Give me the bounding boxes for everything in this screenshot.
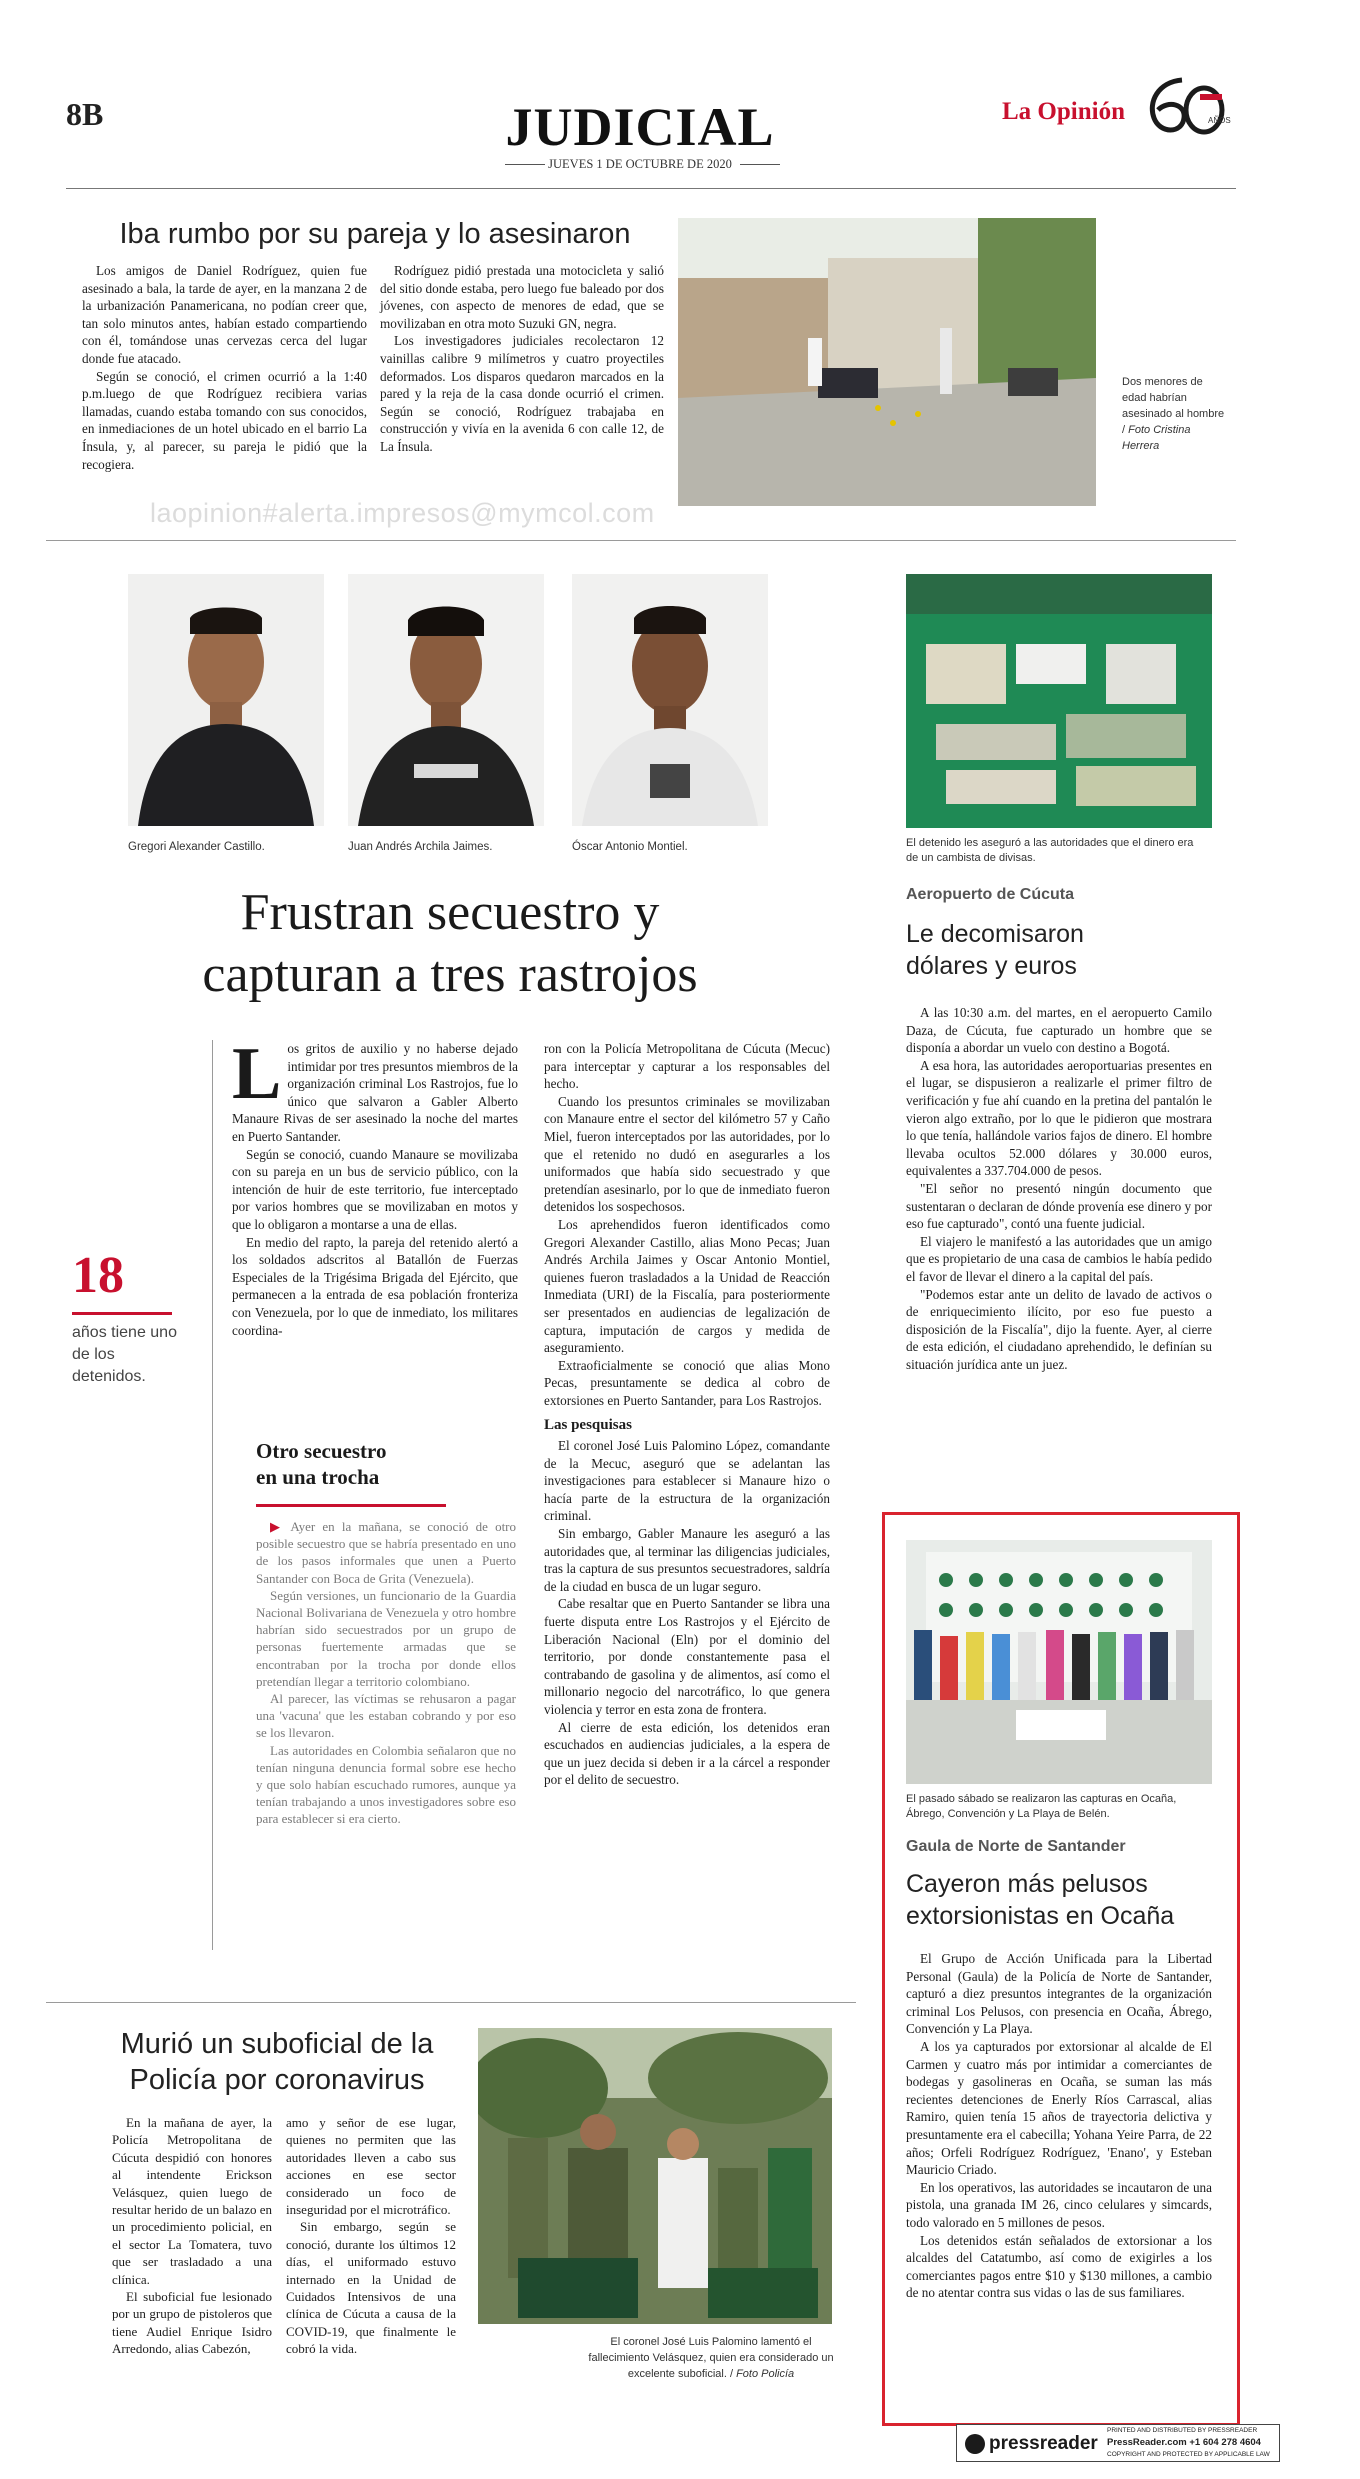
brand-logo: La Opinión (1002, 98, 1125, 125)
anniversary-sixty-icon (1138, 70, 1230, 140)
paragraph: El Grupo de Acción Unificada para la Libertad Personal (Gaula) de la Policía de Norte de Santander, capturó a diez presuntos integrantes de la organización criminal Los Pelusos, con presencia en Ocaña, Ábrego, Convención y La Playa. (906, 1951, 1212, 2037)
mugshot-caption: Gregori Alexander Castillo. (128, 841, 265, 853)
paragraph: Rodríguez pidió prestada una motocicleta y salió del sitio donde estaba, pero luego fue baleado por dos jóvenes, con aspecto de menores de edad, que se movilizaban en otra moto Suzuki GN, negra. (380, 263, 664, 331)
crime-scene-illustration (678, 218, 1096, 506)
drop-cap: L (232, 1033, 282, 1115)
page-number: 8B (66, 96, 104, 132)
mugshot-caption: Óscar Antonio Montiel. (572, 841, 688, 853)
story1-column-2 (380, 262, 664, 456)
story5-title (82, 2026, 472, 2098)
story3-body (906, 1004, 1212, 1373)
pressreader-brand: pressreader (989, 2433, 1098, 2454)
story3-caption: El detenido les aseguró a las autoridades que el dinero era de un cambista de divisas. (906, 837, 1194, 864)
pressreader-footer (956, 2424, 1280, 2462)
sidebar-title-line: en una trocha (256, 1465, 380, 1489)
anniversary-logo (1138, 70, 1230, 140)
paragraph: Sin embargo, según se conoció, durante los últimos 12 días, el uniformado estuvo internado en la Unidad de Cuidados Intensivos de una clínica de Cúcuta a causa de la COVID-19, que finalmente le cobró la vida. (286, 2219, 456, 2357)
story1-title: Iba rumbo por su pareja y lo asesinaron (119, 218, 631, 250)
police-ceremony-photo (478, 2028, 832, 2324)
story2-title-line: Frustran secuestro y (240, 884, 660, 941)
paragraph: Los aprehendidos fueron identificados como Gregori Alexander Castillo, alias Mono Pecas; Juan Andrés Archila Jaimes y Oscar Antonio Montiel, quienes fueron trasladados a la Unidad de Reacción Inmediata (URI) de la Fiscalía, para posteriormente ser presentados en audiencias de legalización de captura, imputación de cargos y medida de aseguramiento. (544, 1216, 830, 1356)
story5-caption: El coronel José Luis Palomino lamentó el fallecimiento Velásquez, quien era considerado un excelente suboficial. / Foto Policía (588, 2336, 834, 2380)
mugshot-photo (128, 574, 324, 826)
paragraph: amo y señor de ese lugar, quienes no permiten que las autoridades lleven a cabo sus acciones en ese sector considerado un foco de inseguridad por el microtráfico. (286, 2115, 456, 2218)
story5-title-line: Murió un suboficial de la (120, 2028, 434, 2060)
story5-column-2 (286, 2114, 456, 2358)
money-photo (906, 574, 1212, 828)
paragraph: Al parecer, las víctimas se rehusaron a pagar una 'vacuna' que les estaban cobrando y por eso se los llevaron. (256, 1691, 516, 1741)
story3-kicker: Aeropuerto de Cúcuta (906, 886, 1075, 903)
paragraph: A esa hora, las autoridades aeroportuarias presentes en el lugar, se dispusieron a realizarle el primer filtro de verificación y fue ahí cuando en la pretina del pantalón le vieron algo extraño, por lo que le pidieron que mostrara lo que tenía, hallándole varios fajos de dinero. El hombre llevaba ocultos 52.000 dólares y 30.000 euros, equivalentes a 337.704.000 de pesos. (906, 1057, 1212, 1179)
paragraph: El suboficial fue lesionado por un grupo de pistoleros que tiene Audiel Enrique Isidro Arredondo, alias Cabezón, (112, 2289, 272, 2357)
paragraph: Al cierre de esta edición, los detenidos eran escuchados en audiencias judiciales, a la espera de que un juez decida si deben ir a la cárcel a responder por el delito de secuestro. (544, 1719, 830, 1788)
paragraph: ▶ Ayer en la mañana, se conoció de otro posible secuestro que se habría presentado en uno de los pasos informales que unen a Puerto Santander con Boca de Grita (Venezuela). (256, 1519, 517, 1586)
paragraph: Según versiones, un funcionario de la Guardia Nacional Bolivariana de Venezuela y otro hombre habrían sido secuestrados por un grupo de personas fuertemente armadas que se encontraban por la trocha por donde ellos pretendían llegar a territorio colombiano. (256, 1587, 516, 1689)
story4-title-line: Cayeron más pelusos (906, 1870, 1148, 1898)
story5-title-line: Policía por coronavirus (129, 2064, 425, 2096)
section-title: JUDICIAL (505, 97, 775, 157)
story4-title-line: extorsionistas en Ocaña (906, 1902, 1175, 1930)
story5-column-1 (112, 2114, 272, 2358)
paragraph: Cuando los presuntos criminales se movilizaban con Manaure entre el sector del kilómetro 57 y Caño Miel, fueron interceptados por las autoridades, por lo que el retenido no dudó en asegurarles a los uniformados que había sido secuestrado y que pretendían asesinarlo, por lo que de inmediato fueron detenidos los sospechosos. (544, 1093, 830, 1215)
section-rule-2 (46, 2002, 856, 2003)
stat-number: 18 (72, 1247, 124, 1304)
section-rule-1 (46, 540, 1236, 541)
stat-text: años tiene uno de los detenidos. (72, 1324, 177, 1385)
header-rule-right (740, 164, 780, 165)
captured-group-photo (906, 1540, 1212, 1784)
story2-column-1 (232, 1033, 518, 1339)
mugshot-caption: Juan Andrés Archila Jaimes. (348, 841, 493, 853)
story4-kicker: Gaula de Norte de Santander (906, 1838, 1126, 1855)
stat-rule (72, 1312, 172, 1315)
paragraph: Según se conoció, el crimen ocurrió a la 1:40 p.m.luego de que Rodríguez recibiera varias llamadas, cuando estaba tomando con sus conocidos, en inmediaciones de un hotel ubicado en el barrio La Ínsula, y, al parecer, su pareja le pidió que la recogiera. (82, 368, 367, 472)
paragraph: Las autoridades en Colombia señalaron que no tenían ninguna denuncia formal sobre ese hecho y que solo habían escuchado rumores, aunque ya tenían trabajando a unos investigadores sobre eso para establecer si era cierto. (256, 1742, 516, 1827)
paragraph: En medio del rapto, la pareja del retenido alertó a los soldados adscritos al Batallón de Fuerzas Especiales de la Trigésima Brigada del Ejército, que permanecen a la entrada de esa población fronteriza con Venezuela, por lo que de inmediato, los militares coordina- (232, 1234, 518, 1338)
story1-caption: Dos menores de edad habrían asesinado al hombre / Foto Cristina Herrera (1122, 376, 1225, 452)
person-silhouette-icon (128, 574, 324, 826)
arrow-right-icon: ▶ (270, 1519, 291, 1534)
paragraph: A las 10:30 a.m. del martes, en el aeropuerto Camilo Daza, de Cúcuta, fue capturado un hombre que se disponía a abordar un vuelo con destino a Bogotá. (906, 1005, 1212, 1056)
footer-line: COPYRIGHT AND PROTECTED BY APPLICABLE LAW (1107, 2451, 1270, 2458)
pressreader-logo-icon (965, 2434, 985, 2454)
paragraph: Los detenidos están señalados de extorsionar a los alcaldes del Catatumbo, así como de exigirles a los comerciantes pagos entre $10 y $130 millones, a cambio de no atentar contra sus vidas o las de sus familiares. (906, 2232, 1212, 2301)
mugshot-photo (348, 574, 544, 826)
paragraph: Los investigadores judiciales recolectaron 12 vainillas calibre 9 milímetros y cuatro proyectiles deformados. Los disparos quedaron marcados en la pared y la reja de la casa donde ocurrió el crimen. Según se conoció, Rodríguez trabajaba en construcción y vivía en la avenida 6 con calle 12, de La Ínsula. (380, 333, 664, 454)
story4-body (906, 1950, 1212, 2302)
story2-title-line: capturan a tres rastrojos (202, 946, 698, 1003)
paragraph: L os gritos de auxilio y no haberse dejado intimidar por tres presuntos miembros de la organización criminal Los Rastrojos, fue lo único que salvaron a Gabler Alberto Manaure Rivas de ser asesinado la noche del martes en Puerto Santander. (232, 1033, 518, 1144)
person-silhouette-icon (572, 574, 768, 826)
paragraph: Cabe resaltar que en Puerto Santander se libra una fuerte disputa entre Los Rastrojos y el Ejército de Liberación Nacional (Eln) por el dominio del territorio, por donde constantemente pasa el contrabando de gasolina y de alimentos, así como el millonario negocio del narcotráfico, lo que genera violencia y terror en esta zona de frontera. (544, 1596, 830, 1717)
story3-title (906, 918, 1206, 982)
seized-money-illustration (906, 574, 1212, 828)
paragraph: Según se conoció, cuando Manaure se movilizaba con su pareja en un bus de servicio público, con la intención de huir de este territorio, fue interceptado por varios hombres que se movilizaban en motos y que lo obligaron a montarse a una de ellas. (232, 1146, 518, 1232)
mugshot-photo (572, 574, 768, 826)
paragraph: El viajero le manifestó a las autoridades que un amigo que es propietario de una casa de cambios le había pedido el favor de llevar el dinero a la capital del país. (906, 1233, 1212, 1284)
paragraph: Extraoficialmente se conoció que alias Mono Pecas, presuntamente se dedica al cobro de extorsiones en Puerto Santander, para Los Rastrojos. (544, 1357, 830, 1408)
crime-scene-photo (678, 218, 1096, 506)
ceremony-illustration (478, 2028, 832, 2324)
header-rule-left (505, 164, 545, 165)
footer-line: PRINTED AND DISTRIBUTED BY PRESSREADER (1107, 2427, 1258, 2434)
paragraph: ron con la Policía Metropolitana de Cúcuta (Mecuc) para interceptar y capturar a los responsables del hecho. (544, 1041, 830, 1092)
story2-vertical-rule (212, 1040, 213, 1950)
story4-title (906, 1868, 1226, 1932)
sidebar-story-body (256, 1518, 516, 1828)
paragraph: Los amigos de Daniel Rodríguez, quien fue asesinado a bala, la tarde de ayer, en la manzana 2 de la urbanización Panamericana, no podían creer que, tan solo minutos antes, habían estado compartiendo con él, tomándose unas cervezas cerca del lugar donde fue atacado. (82, 263, 367, 366)
footer-line: PressReader.com +1 604 278 4604 (1107, 2437, 1261, 2448)
story1-column-1 (82, 262, 367, 473)
paragraph: A los ya capturados por extorsionar al alcalde de El Carmen y cuatro más por intimidar a comerciantes de bodegas y gasolineras en Ocaña, se suman las más recientes detenciones de Enerly Ríos Carrascal, alias Ramiro, quien tenía 15 años de trayectoria delictiva y presuntamente era el cabecilla; Yohana Yeire Parra, de 22 años; Orfeli Rodríguez Rodríguez, 'Enano', y Esteban Mauricio Criado. (906, 2038, 1212, 2178)
story2-column-2 (544, 1040, 830, 1789)
paragraph: En la mañana de ayer, la Policía Metropolitana de Cúcuta despidió con honores al intendente Erickson Velásquez, quien luego de resultar herido de un balazo en un procedimiento policial, en el sector La Tomatera, tuvo que ser trasladado a una clínica. (112, 2115, 272, 2287)
page-watermark: laopinion#alerta.impresos@mymcol.com (150, 498, 655, 528)
anniversary-label: AÑOS (1208, 116, 1231, 125)
paragraph: El coronel José Luis Palomino López, comandante de la Mecuc, aseguró que se adelantan las investigaciones para establecer si Manaure hizo o hacía parte de la estructura de la organización criminal. (544, 1438, 830, 1524)
story3-title-line: Le decomisaron (906, 920, 1084, 948)
story3-title-line: dólares y euros (906, 952, 1077, 980)
story2-subhead: Las pesquisas (544, 1417, 632, 1434)
header-bottom-rule (66, 188, 1236, 189)
paragraph: En los operativos, las autoridades se incautaron de una pistola, una granada IM 26, cinco celulares y simcards, todo valorado en 5 millones de pesos. (906, 2179, 1212, 2230)
sidebar-story-title (256, 1438, 476, 1490)
sidebar-title-rule (256, 1504, 446, 1507)
issue-date: JUEVES 1 DE OCTUBRE DE 2020 (548, 157, 732, 171)
paragraph: Sin embargo, Gabler Manaure les aseguró a las autoridades que, al terminar las diligencias judiciales, tras la captura de sus presuntos secuestradores, saldría de la ciudad en busca de un lugar seguro. (544, 1526, 830, 1594)
paragraph: "El señor no presentó ningún documento que sustentaran o declaran de dónde provenía ese dinero y por eso fue capturado", contó una fuente judicial. (906, 1180, 1212, 1232)
story2-title (90, 882, 810, 1006)
person-silhouette-icon (348, 574, 544, 826)
story4-caption: El pasado sábado se realizaron las capturas en Ocaña, Ábrego, Convención y La Playa de Belén. (906, 1793, 1177, 1820)
paragraph: "Podemos estar ante un delito de lavado de activos o de enriquecimiento ilícito, por eso fue puesto a disposición de la Fiscalía", dijo la fuente. Ayer, al cierre de esta edición, el ciudadano aprehendido, le definían su situación jurídica ante un juez. (906, 1286, 1212, 1372)
police-group-illustration (906, 1540, 1212, 1784)
sidebar-title-line: Otro secuestro (256, 1439, 387, 1463)
